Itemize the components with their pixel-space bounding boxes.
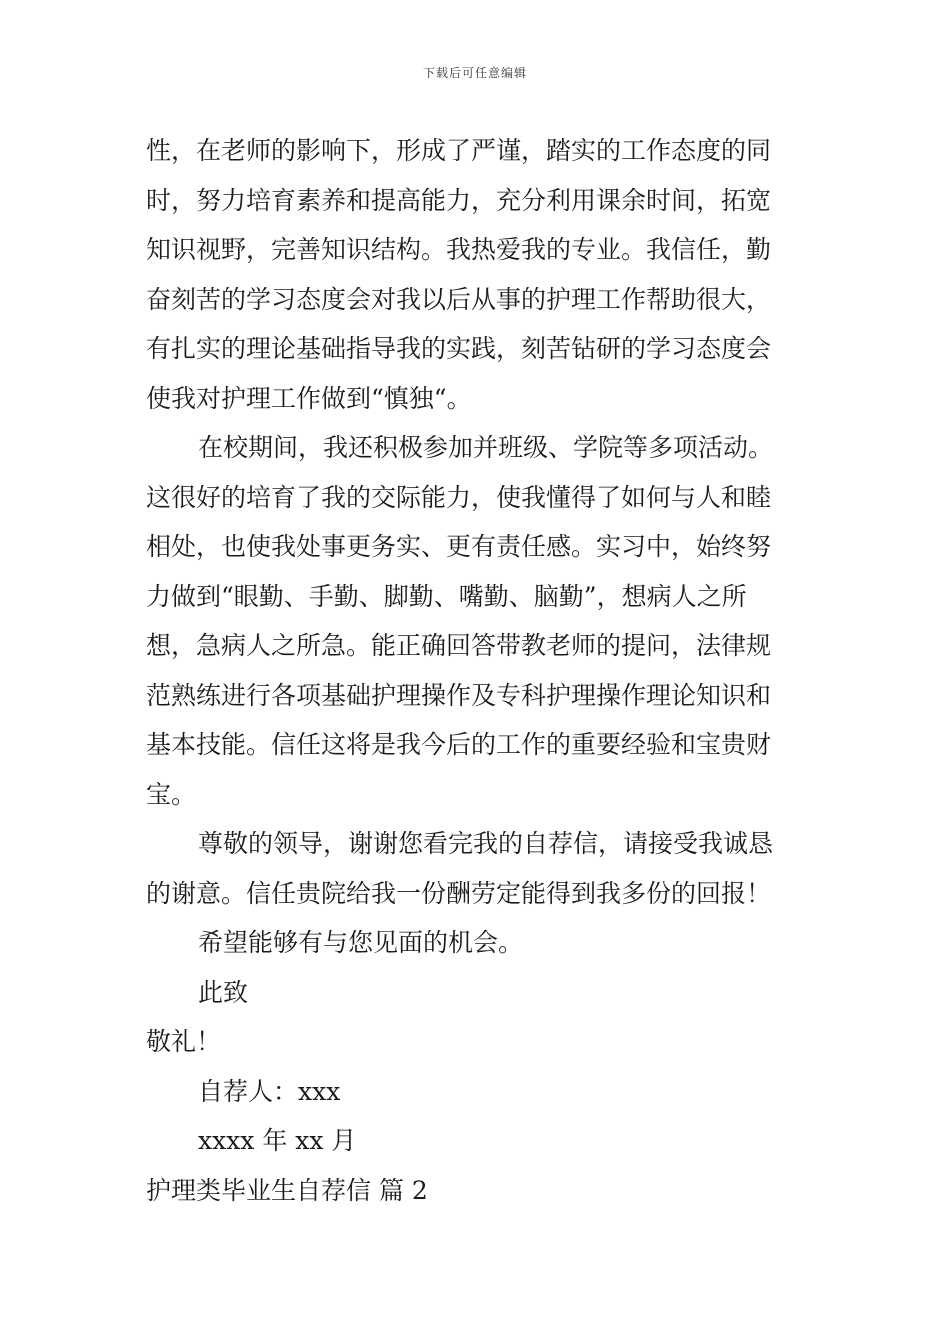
letter-body (146, 126, 814, 1215)
body-line: 相处，也使我处事更务实、更有责任感。实习中，始终努 (146, 532, 772, 561)
page-header: 下载后可任意编辑 (422, 66, 527, 80)
closing-wish: 希望能够有与您见面的机会。 (198, 928, 524, 957)
body-line: 力做到“眼勤、手勤、脚勤、嘴勤、脑勤”，想病人之所 (146, 581, 747, 611)
salutation-jing-li: 敬礼！ (146, 1027, 222, 1056)
body-line: 基本技能。信任这将是我今后的工作的重要经验和宝贵财 (146, 730, 772, 759)
body-line: 时，努力培育素养和提高能力，充分利用课余时间，拓宽 (146, 185, 772, 215)
paragraph-start-line: 尊敬的领导，谢谢您看完我的自荐信，请接受我诚恳 (198, 829, 774, 858)
signature-line: 自荐人：xxx (198, 1076, 341, 1106)
body-line: 知识视野，完善知识结构。我热爱我的专业。我信任，勤 (146, 235, 772, 264)
body-line: 的谢意。信任贵院给我一份酬劳定能得到我多份的回报！ (146, 878, 772, 908)
paragraph-start-line: 在校期间，我还积极参加并班级、学院等多项活动。 (198, 433, 774, 462)
body-line: 使我对护理工作做到“慎独“。 (146, 383, 472, 413)
salutation-ci-zhi: 此致 (198, 977, 249, 1007)
section-title: 护理类毕业生自荐信 篇 2 (146, 1175, 428, 1205)
body-line: 性，在老师的影响下，形成了严谨，踏实的工作态度的同 (146, 136, 772, 165)
date-line: xxxx 年 xx 月 (198, 1126, 357, 1155)
body-line: 这很好的培育了我的交际能力，使我懂得了如何与人和睦 (146, 482, 772, 512)
body-line: 宝。 (146, 779, 197, 809)
body-line: 奋刻苦的学习态度会对我以后从事的护理工作帮助很大， (146, 284, 772, 314)
body-line: 有扎实的理论基础指导我的实践，刻苦钻研的学习态度会 (146, 334, 772, 363)
body-line: 范熟练进行各项基础护理操作及专科护理操作理论知识和 (146, 680, 772, 710)
body-line: 想，急病人之所急。能正确回答带教老师的提问，法律规 (146, 631, 772, 660)
